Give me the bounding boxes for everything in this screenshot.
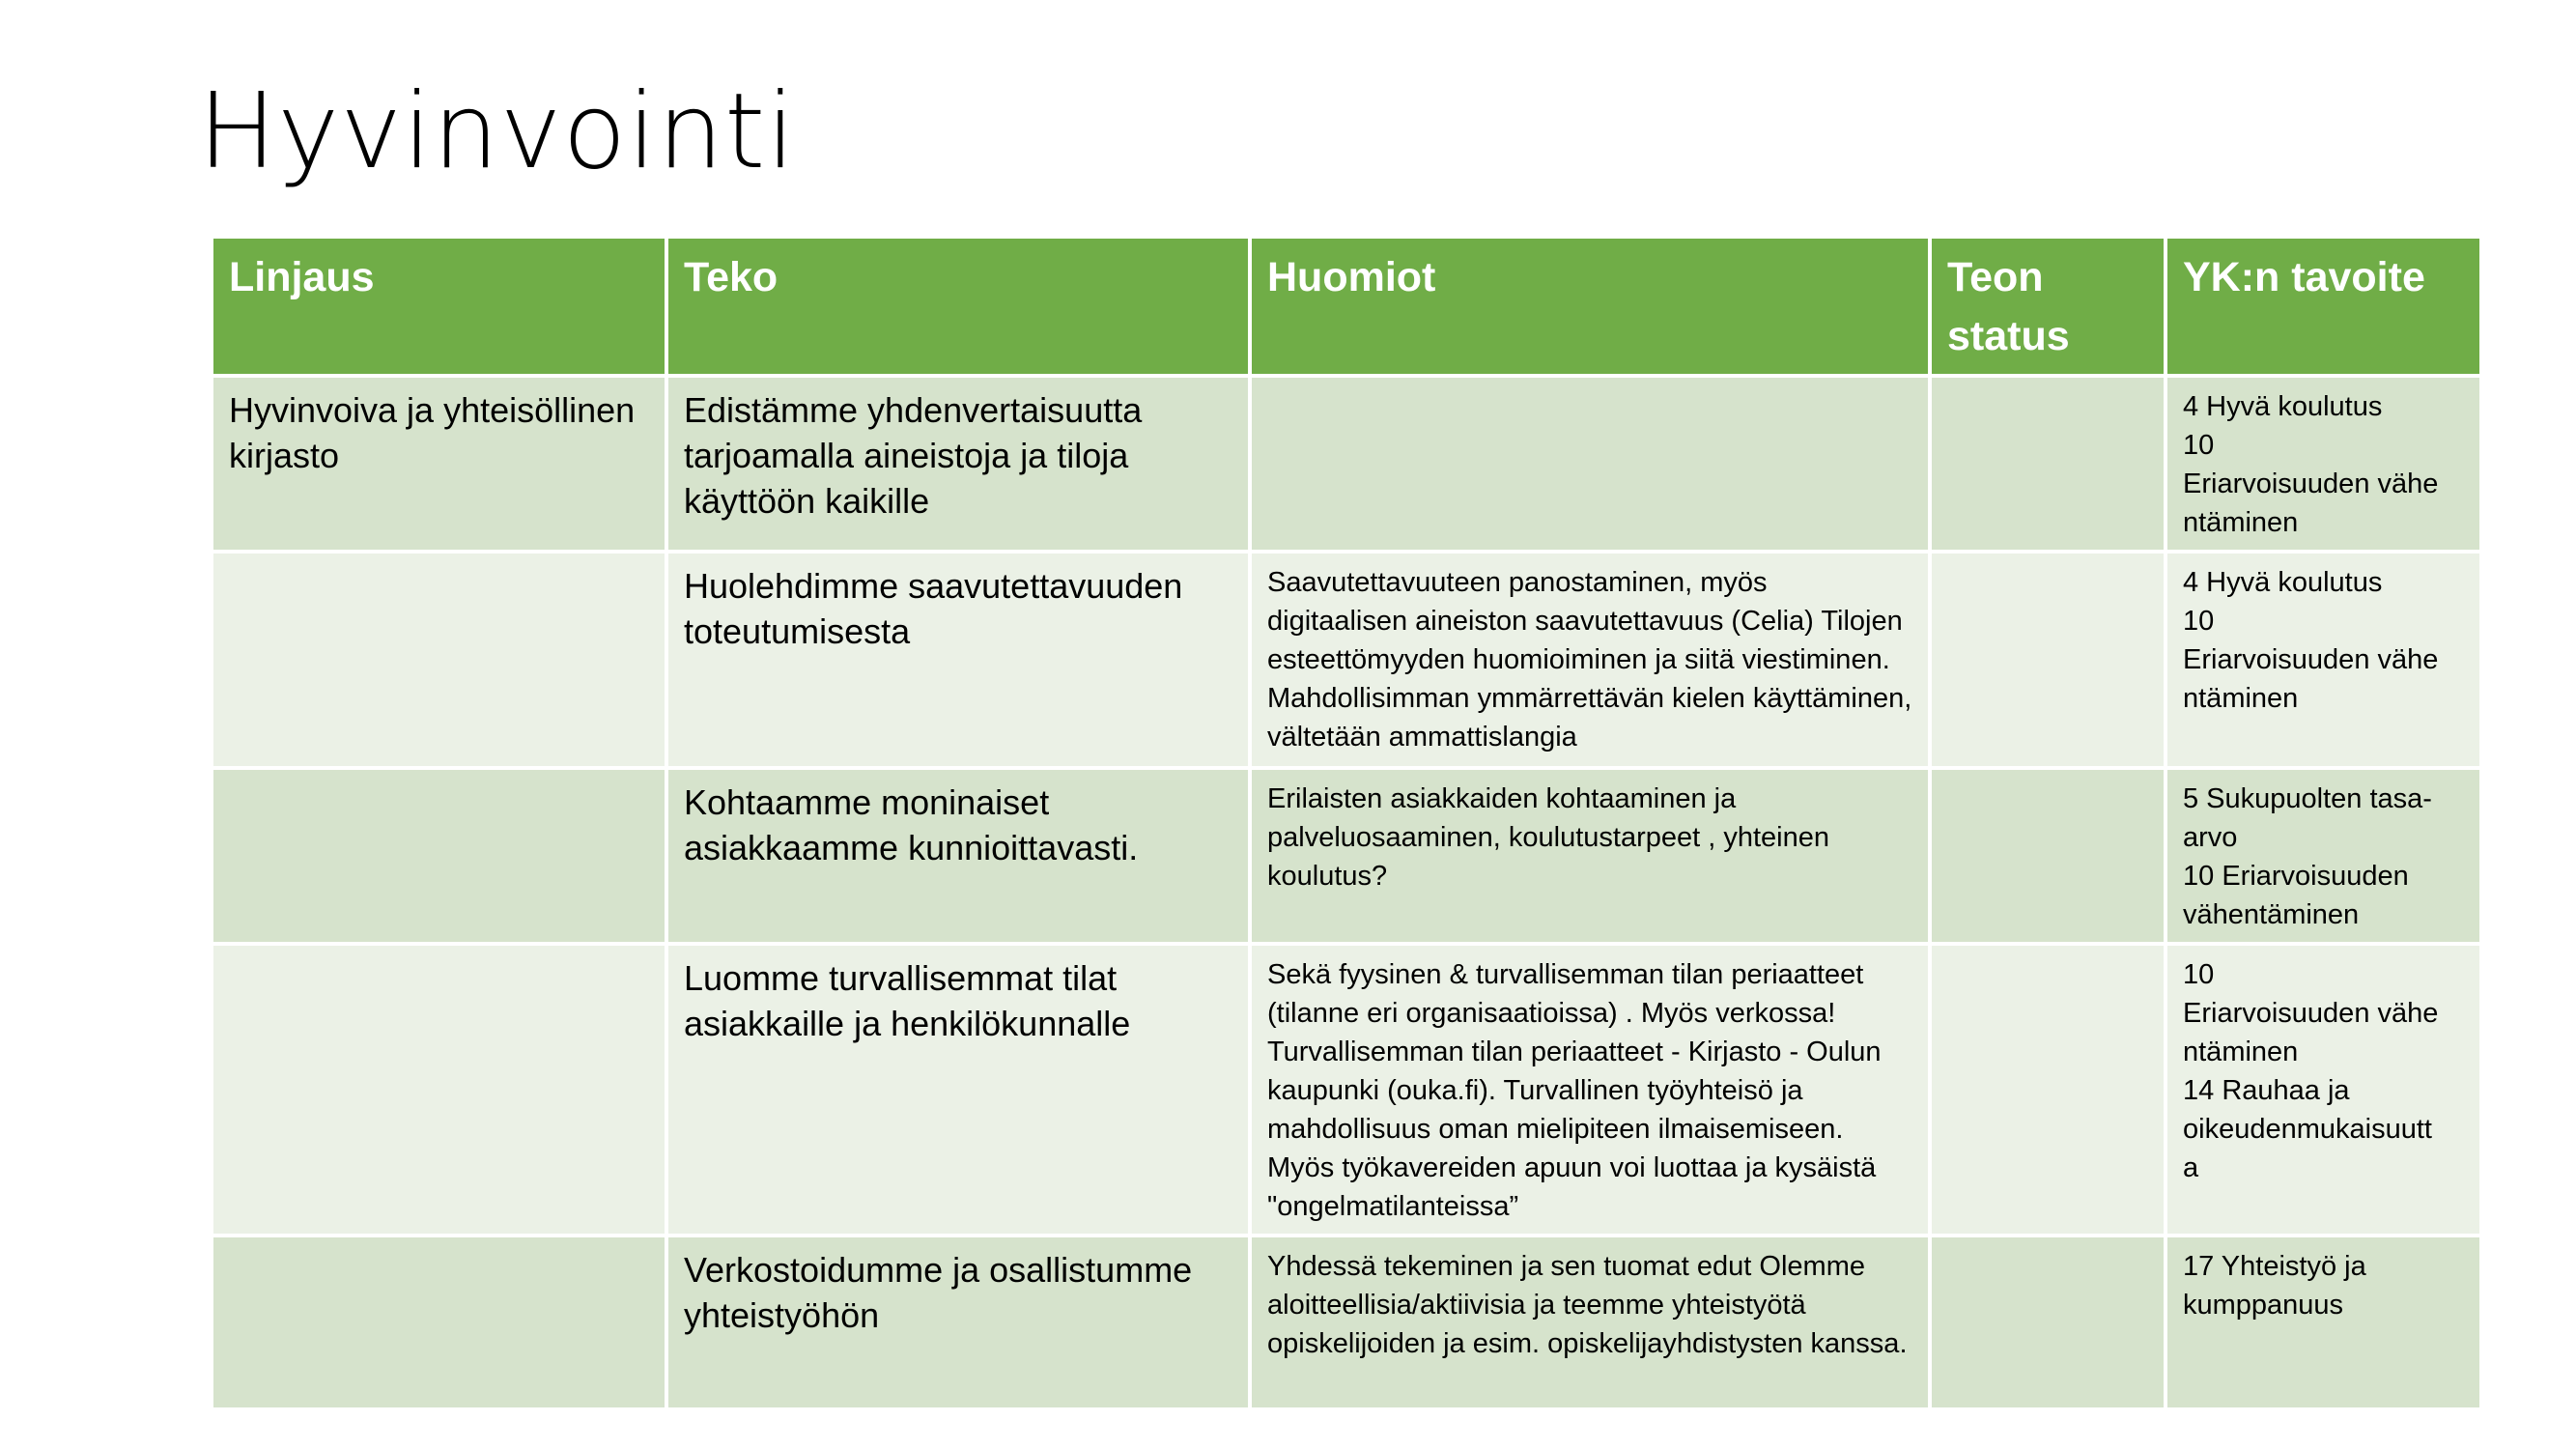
yk-goal-line: ntäminen [2183, 1037, 2299, 1067]
table-row [213, 554, 2479, 766]
table-header-row [213, 239, 2479, 374]
yk-goal-line: 14 Rauhaa ja [2183, 1075, 2350, 1106]
cell-teko: Edistämme yhdenvertaisuutta tarjoamalla aineistoja ja tiloja käyttöön kaikille [668, 378, 1248, 550]
table-row [213, 378, 2479, 550]
cell-teko: Huolehdimme saavutettavuuden toteutumisesta [668, 554, 1248, 766]
header-teko: Teko [668, 239, 1248, 374]
cell-status [1932, 554, 2164, 766]
cell-teko: Luomme turvallisemmat tilat asiakkaille ja henkilökunnalle [668, 946, 1248, 1234]
yk-goal-line: oikeudenmukaisuutt [2183, 1114, 2432, 1145]
cell-huomiot: Yhdessä tekeminen ja sen tuomat edut Olemme aloitteellisia/aktiivisia ja teemme yhteistyötä opiskelijoiden ja esim. opiskelijayhdistysten kanssa. [1252, 1237, 1928, 1407]
cell-status [1932, 770, 2164, 942]
header-teon-status [1932, 239, 2164, 374]
cell-yk-tavoite [2167, 378, 2479, 550]
yk-goal-line: 17 Yhteistyö ja [2183, 1251, 2366, 1282]
yk-goal-line: ntäminen [2183, 683, 2299, 714]
cell-huomiot [1252, 378, 1928, 550]
table-row [213, 770, 2479, 942]
header-huomiot: Huomiot [1252, 239, 1928, 374]
yk-goal-line: vähentäminen [2183, 899, 2360, 930]
yk-goal-line: ntäminen [2183, 507, 2299, 538]
goals-table [210, 235, 2483, 1411]
cell-status [1932, 1237, 2164, 1407]
cell-status [1932, 946, 2164, 1234]
yk-goal-line: 10 Eriarvoisuuden [2183, 861, 2409, 892]
header-teon-status-line1: Teon [1947, 254, 2044, 300]
header-teon-status-line2: status [1947, 313, 2070, 359]
yk-goal-line: 10 [2183, 430, 2215, 461]
header-yk-tavoite: YK:n tavoite [2167, 239, 2479, 374]
yk-goal-line: Eriarvoisuuden vähe [2183, 998, 2439, 1029]
yk-goal-line: arvo [2183, 822, 2238, 853]
cell-huomiot: Saavutettavuuteen panostaminen, myös digitaalisen aineiston saavutettavuus (Celia) Tilojen esteettömyyden huomioiminen ja siitä viestiminen. Mahdollisimman ymmärrettävän kielen käyttäminen, vältetään ammattislangia [1252, 554, 1928, 766]
cell-linjaus [213, 770, 665, 942]
yk-goal-line: kumppanuus [2183, 1290, 2344, 1321]
yk-goal-line: 5 Sukupuolten tasa- [2183, 783, 2432, 814]
cell-status [1932, 378, 2164, 550]
cell-yk-tavoite [2167, 770, 2479, 942]
cell-linjaus: Hyvinvoiva ja yhteisöllinen kirjasto [213, 378, 665, 550]
cell-huomiot: Sekä fyysinen & turvallisemman tilan periaatteet (tilanne eri organisaatioissa) . Myös verkossa! Turvallisemman tilan periaatteet - Kirjasto - Oulun kaupunki (ouka.fi). Turvallinen työyhteisö ja mahdollisuus oman mielipiteen ilmaisemiseen. Myös työkavereiden apuun voi luottaa ja kysäistä "ongelmatilanteissa” [1252, 946, 1928, 1234]
yk-goal-line: 4 Hyvä koulutus [2183, 391, 2383, 422]
yk-goal-line: 4 Hyvä koulutus [2183, 567, 2383, 598]
yk-goal-line: 10 [2183, 606, 2215, 637]
yk-goal-line: a [2183, 1152, 2199, 1183]
cell-yk-tavoite [2167, 1237, 2479, 1407]
table-row [213, 1237, 2479, 1407]
cell-yk-tavoite [2167, 554, 2479, 766]
cell-linjaus [213, 554, 665, 766]
yk-goal-line: Eriarvoisuuden vähe [2183, 644, 2439, 675]
cell-yk-tavoite [2167, 946, 2479, 1234]
header-linjaus: Linjaus [213, 239, 665, 374]
cell-teko: Verkostoidumme ja osallistumme yhteistyöhön [668, 1237, 1248, 1407]
slide-title: Hyvinvointi [198, 71, 797, 192]
cell-linjaus [213, 1237, 665, 1407]
cell-huomiot: Erilaisten asiakkaiden kohtaaminen ja palveluosaaminen, koulutustarpeet , yhteinen koulutus? [1252, 770, 1928, 942]
table-row [213, 946, 2479, 1234]
cell-linjaus [213, 946, 665, 1234]
yk-goal-line: 10 [2183, 959, 2215, 990]
cell-teko: Kohtaamme moninaiset asiakkaamme kunnioittavasti. [668, 770, 1248, 942]
yk-goal-line: Eriarvoisuuden vähe [2183, 469, 2439, 499]
